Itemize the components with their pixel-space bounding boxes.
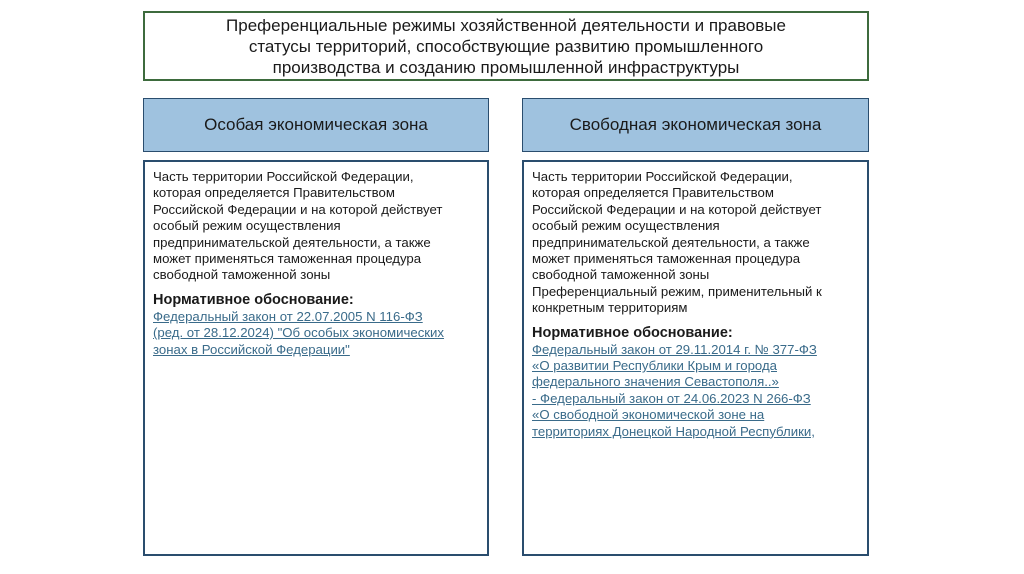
description-line: которая определяется Правительством: [153, 185, 395, 201]
description-line: Российской Федерации и на которой действует: [532, 201, 822, 217]
title-line: статусы территорий, способствующие развитию промышленного: [248, 36, 764, 56]
title-box: [143, 11, 869, 81]
description-line: Российской Федерации и на которой действует: [153, 201, 443, 217]
basis-label: Нормативное обоснование:: [532, 324, 733, 341]
free-economic-zone-content: [522, 160, 869, 556]
description-line: конкретным территориям: [532, 300, 688, 316]
law-link[interactable]: - Федеральный закон от 24.06.2023 N 266-ФЗ: [532, 390, 811, 406]
description-line: может применяться таможенная процедура: [532, 251, 801, 267]
free-economic-zone-header: [522, 98, 869, 152]
title-line: Преференциальные режимы хозяйственной деятельности и правовые: [226, 15, 786, 35]
special-economic-zone-header: [143, 98, 489, 152]
description-line: свободной таможенной зоны: [532, 267, 710, 283]
law-link[interactable]: (ред. от 28.12.2024) "Об особых экономических: [153, 325, 445, 341]
law-link[interactable]: федерального значения Севастополя..»: [532, 374, 779, 390]
description-line: предпринимательской деятельности, а также: [153, 234, 431, 250]
description-line: Преференциальный режим, применительный к: [532, 283, 822, 299]
description-line: которая определяется Правительством: [532, 185, 774, 201]
description-line: особый режим осуществления: [532, 218, 720, 234]
law-link[interactable]: Федеральный закон от 22.07.2005 N 116-ФЗ: [153, 308, 423, 324]
special-economic-zone-content: [143, 160, 489, 556]
law-link[interactable]: «О развитии Республики Крым и города: [532, 358, 777, 374]
law-link[interactable]: Федеральный закон от 29.11.2014 г. № 377-ФЗ: [532, 341, 817, 357]
description-line: особый режим осуществления: [153, 218, 341, 234]
basis-label: Нормативное обоснование:: [153, 291, 354, 308]
description-line: может применяться таможенная процедура: [153, 251, 422, 267]
header-label: Свободная экономическая зона: [569, 115, 822, 134]
header-label: Особая экономическая зона: [204, 115, 428, 134]
description-line: Часть территории Российской Федерации,: [532, 169, 793, 184]
law-link[interactable]: зонах в Российской Федерации": [153, 341, 350, 357]
description-line: предпринимательской деятельности, а также: [532, 234, 810, 250]
description-line: Часть территории Российской Федерации,: [153, 169, 414, 184]
law-link[interactable]: территориях Донецкой Народной Республики,: [532, 423, 815, 439]
title-line: производства и созданию промышленной инфраструктуры: [272, 57, 740, 77]
law-link[interactable]: «О свободной экономической зоне на: [532, 407, 765, 423]
description-line: свободной таможенной зоны: [153, 267, 331, 283]
